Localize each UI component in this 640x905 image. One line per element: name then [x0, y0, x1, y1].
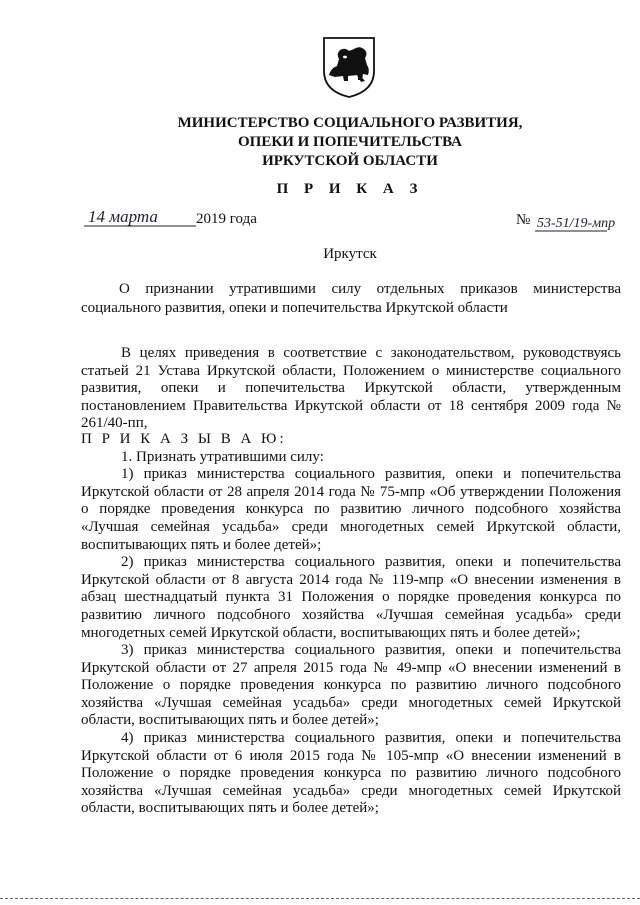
document-body [81, 345, 621, 818]
subitem-4-paragraph: 4) приказ министерства социального развития, опеки и попечительства Иркутской области от 6 июля 2015 года № 105-мпр «О внесении изменений в Положение о порядке проведения конкурса по развитию личного подсобного хозяйства «Лучшая семейная усадьба» среди многодетных семей Иркутской области, воспитывающих пять и более детей»; [81, 730, 621, 817]
handwritten-number-text: 53-51/19-мпр [537, 216, 616, 231]
ministry-name-line-1: МИНИСТЕРСТВО СОЦИАЛЬНОГО РАЗВИТИЯ, [177, 115, 523, 131]
date-year: 2019 года [196, 211, 257, 227]
city-name: Иркутск [323, 246, 377, 262]
document-type-title: П Р И К А З [276, 181, 424, 197]
handwritten-date [84, 205, 196, 231]
item-1-paragraph: 1. Признать утратившими силу: [121, 448, 324, 465]
subitem-1-paragraph: 1) приказ министерства социального развития, опеки и попечительства Иркутской области от 28 апреля 2014 года № 75-мпр «Об утверждении Положения о порядке проведения конкурса по развитию личного подсобного хозяйства «Лучшая семейная усадьба» среди многодетных семей Иркутской области, воспитывающих пять и более детей»; [81, 466, 621, 553]
subitem-3-paragraph: 3) приказ министерства социального развития, опеки и попечительства Иркутской области от 27 апреля 2015 года № 49-мпр «О внесении изменений в Положение о порядке проведения конкурса по развитию личного подсобного хозяйства «Лучшая семейная усадьба» среди многодетных семей Иркутской области, воспитывающих пять и более детей»; [81, 642, 621, 729]
number-sign: № [516, 212, 531, 228]
ministry-name-line-3: ИРКУТСКОЙ ОБЛАСТИ [262, 153, 438, 169]
decree-heading: П Р И К А З Ы В А Ю: [81, 430, 287, 447]
document-subject: О признании утратившими силу отдельных приказов министерства социального развития, опеки и попечительства Иркутской области [81, 281, 621, 316]
handwritten-number [535, 210, 621, 238]
handwritten-date-text: 14 марта [88, 207, 158, 226]
irkutsk-coat-of-arms-icon [321, 35, 377, 99]
footer-divider [0, 898, 640, 899]
subitem-2-paragraph: 2) приказ министерства социального развития, опеки и попечительства Иркутской области от 8 августа 2014 года № 119-мпр «О внесении изменения в абзац шестнадцатый пункта 31 Положения о порядке проведения конкурса по развитию личного подсобного хозяйства «Лучшая семейная усадьба» среди многодетных семей Иркутской области, воспитывающих пять и более детей»; [81, 554, 621, 641]
ministry-name-line-2: ОПЕКИ И ПОПЕЧИТЕЛЬСТВА [238, 134, 462, 150]
preamble-paragraph: В целях приведения в соответствие с законодательством, руководствуясь статьей 21 Устава Иркутской области, Положением о министерстве социального развития, опеки и попечительства Иркутской области, утвержденным постановлением Правительства Иркутской области от 18 сентября 2009 года № 261/40-пп, [81, 345, 621, 432]
